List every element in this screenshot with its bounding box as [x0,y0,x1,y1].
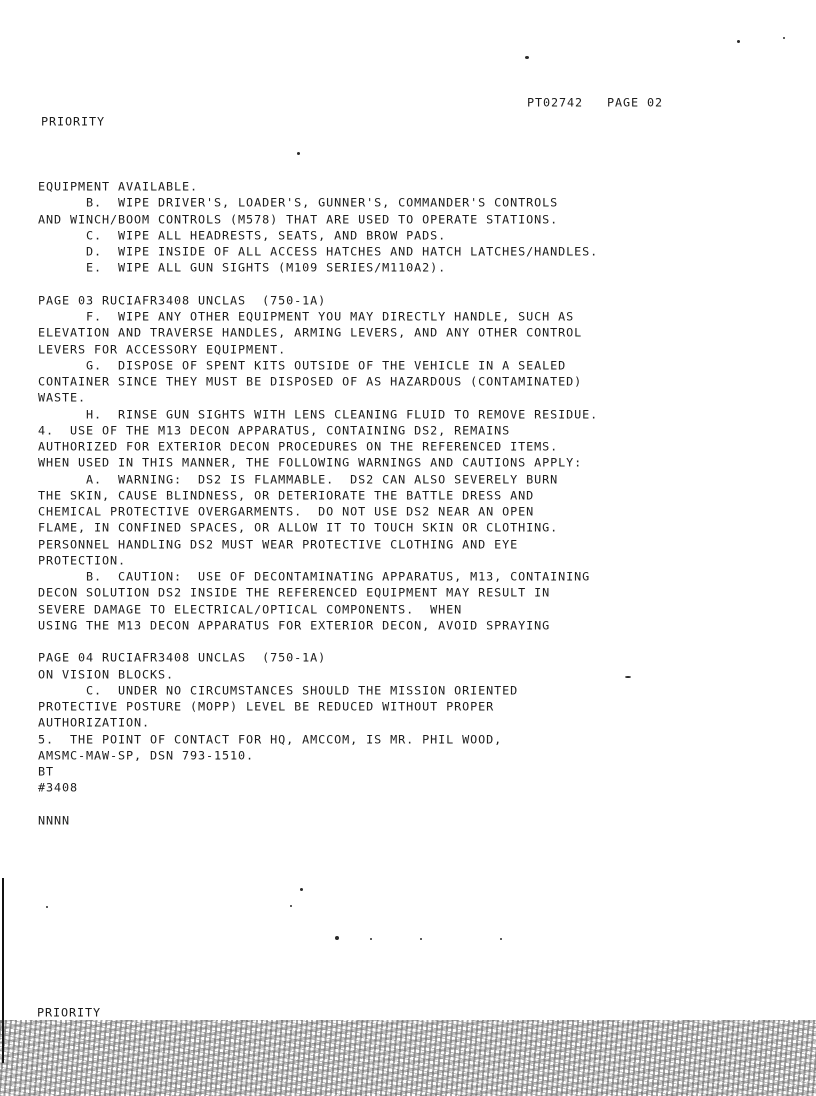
message-line: USING THE M13 DECON APPARATUS FOR EXTERIOR DECON, AVOID SPRAYING [38,618,551,633]
message-line: AND WINCH/BOOM CONTROLS (M578) THAT ARE USED TO OPERATE STATIONS. [38,212,559,226]
message-line: F. WIPE ANY OTHER EQUIPMENT YOU MAY DIRECTLY HANDLE, SUCH AS [38,310,575,324]
message-line: C. UNDER NO CIRCUMSTANCES SHOULD THE MISSION ORIENTED [38,683,519,698]
message-line: #3408 [38,781,79,795]
message-line: LEVERS FOR ACCESSORY EQUIPMENT. [38,342,287,356]
scan-speck [625,676,631,678]
priority-footer: PRIORITY [37,1006,102,1020]
message-line: THE SKIN, CAUSE BLINDNESS, OR DETERIORATE THE BATTLE DRESS AND [38,488,535,503]
scan-speck [525,56,529,59]
message-line: A. WARNING: DS2 IS FLAMMABLE. DS2 CAN ALSO SEVERELY BURN [38,472,559,486]
message-line: PROTECTIVE POSTURE (MOPP) LEVEL BE REDUCED WITHOUT PROPER [38,700,495,714]
message-line: 4. USE OF THE M13 DECON APPARATUS, CONTAINING DS2, REMAINS [38,423,511,438]
priority-header: PRIORITY [41,115,106,129]
message-line: G. DISPOSE OF SPENT KITS OUTSIDE OF THE VEHICLE IN A SEALED [38,358,567,373]
scan-speck [300,888,303,891]
scan-speck [500,938,502,940]
message-line: AMSMC-MAW-SP, DSN 793-1510. [38,748,255,763]
message-line: AUTHORIZATION. [38,716,151,730]
message-line: DECON SOLUTION DS2 INSIDE THE REFERENCED EQUIPMENT MAY RESULT IN [38,586,551,600]
message-line: BT [38,765,55,779]
page-ref: PT02742 PAGE 02 [527,96,664,110]
scan-speck [737,40,740,43]
message-line: EQUIPMENT AVAILABLE. [38,180,199,194]
message-line: PERSONNEL HANDLING DS2 MUST WEAR PROTECTIVE CLOTHING AND EYE [38,537,519,551]
scan-speck [420,938,422,940]
scan-speck [290,905,292,907]
scan-edge [2,878,4,1063]
message-line: ELEVATION AND TRAVERSE HANDLES, ARMING LEVERS, AND ANY OTHER CONTROL [38,326,583,340]
message-line: WASTE. [38,391,87,405]
message-line: B. CAUTION: USE OF DECONTAMINATING APPARATUS, M13, CONTAINING [38,570,591,584]
scan-speck [297,152,300,155]
message-line: PAGE 03 RUCIAFR3408 UNCLAS (750-1A) [38,293,327,308]
message-line: H. RINSE GUN SIGHTS WITH LENS CLEANING FLUID TO REMOVE RESIDUE. [38,407,599,421]
scan-speck [783,37,785,39]
message-line: SEVERE DAMAGE TO ELECTRICAL/OPTICAL COMPONENTS. WHEN [38,602,463,616]
message-line: AUTHORIZED FOR EXTERIOR DECON PROCEDURES ON THE REFERENCED ITEMS. [38,440,559,454]
message-line: CHEMICAL PROTECTIVE OVERGARMENTS. DO NOT USE DS2 NEAR AN OPEN [38,505,535,519]
scan-speck [370,938,372,940]
message-line: FLAME, IN CONFINED SPACES, OR ALLOW IT TO TOUCH SKIN OR CLOTHING. [38,521,559,535]
message-line: CONTAINER SINCE THEY MUST BE DISPOSED OF AS HAZARDOUS (CONTAMINATED) [38,375,583,389]
scan-speck [46,906,48,908]
message-line: ON VISION BLOCKS. [38,667,175,681]
message-line: 5. THE POINT OF CONTACT FOR HQ, AMCCOM, IS MR. PHIL WOOD, [38,732,503,746]
message-line: PROTECTION. [38,553,127,568]
message-line: E. WIPE ALL GUN SIGHTS (M109 SERIES/M110A2). [38,261,447,275]
scan-noise [0,1020,816,1096]
message-line: NNNN [38,813,71,828]
message-line: B. WIPE DRIVER'S, LOADER'S, GUNNER'S, COMMANDER'S CONTROLS [38,196,559,210]
message-line: PAGE 04 RUCIAFR3408 UNCLAS (750-1A) [38,651,327,665]
message-line: D. WIPE INSIDE OF ALL ACCESS HATCHES AND HATCH LATCHES/HANDLES. [38,245,599,259]
message-line: WHEN USED IN THIS MANNER, THE FOLLOWING WARNINGS AND CAUTIONS APPLY: [38,456,583,470]
message-line: C. WIPE ALL HEADRESTS, SEATS, AND BROW PADS. [38,228,447,243]
scan-speck [335,936,339,940]
